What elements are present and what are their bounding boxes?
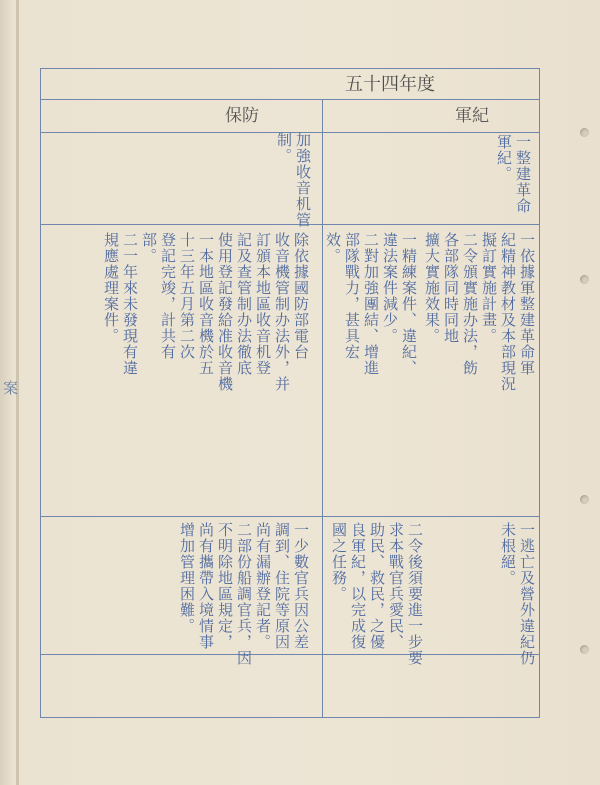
row1-security: 加強收音机管 制。 — [275, 132, 312, 228]
row-divider-header — [41, 99, 539, 100]
row-divider-3 — [41, 654, 539, 655]
header-military-discipline: 軍紀 — [455, 106, 489, 126]
header-security: 保防 — [225, 106, 259, 126]
row-divider-1 — [41, 224, 539, 225]
binding-hole — [580, 128, 589, 137]
margin-mark: 案 — [1, 380, 19, 395]
row3-security: 一少數官兵因公差 調到、住院等原因 尚有漏辦登記者。 二部份船調官兵，因 不明除地區規定， 尚有攜帶入境情事 增加管理困難。 — [178, 522, 310, 666]
row3-military-issue: 一逃亡及營外違紀仍 未根絕。 — [499, 522, 536, 666]
row2-security: 除依據國防部電台 收音機管制办法外，并 訂頒本地區收音机登 記及查管制办法徹底 使用登記發給准收音機 一本地區收音機於五 十三年五月第二次 登記完竣，計共有 部。 二一年來未發現有違 規應處理案件。 — [102, 232, 310, 392]
page-title: 五十四年度 — [345, 74, 435, 95]
binding-hole — [580, 645, 589, 654]
row2-military-result: 一精練案件、違紀、 違法案件減少。 二對加強團結、增進 部隊戰力，甚具宏 效。 — [324, 232, 418, 376]
binding-hole — [580, 495, 589, 504]
row-divider-2 — [41, 516, 539, 517]
row1-military: 一整建革命 軍紀。 — [495, 134, 532, 214]
row3-military-future: 二令後須要進一步要 求本戰官兵愛民、 助民、救民，之優 良軍紀，以完成復 國之任務。 — [330, 522, 424, 666]
binding-hole — [580, 275, 589, 284]
row2-military-plan: 一依據軍整建革命軍 紀精神教材及本部現況 擬訂實施計畫。 二令頒實施办法，飭 各部隊同時同地 擴大實施效果。 — [423, 232, 536, 392]
